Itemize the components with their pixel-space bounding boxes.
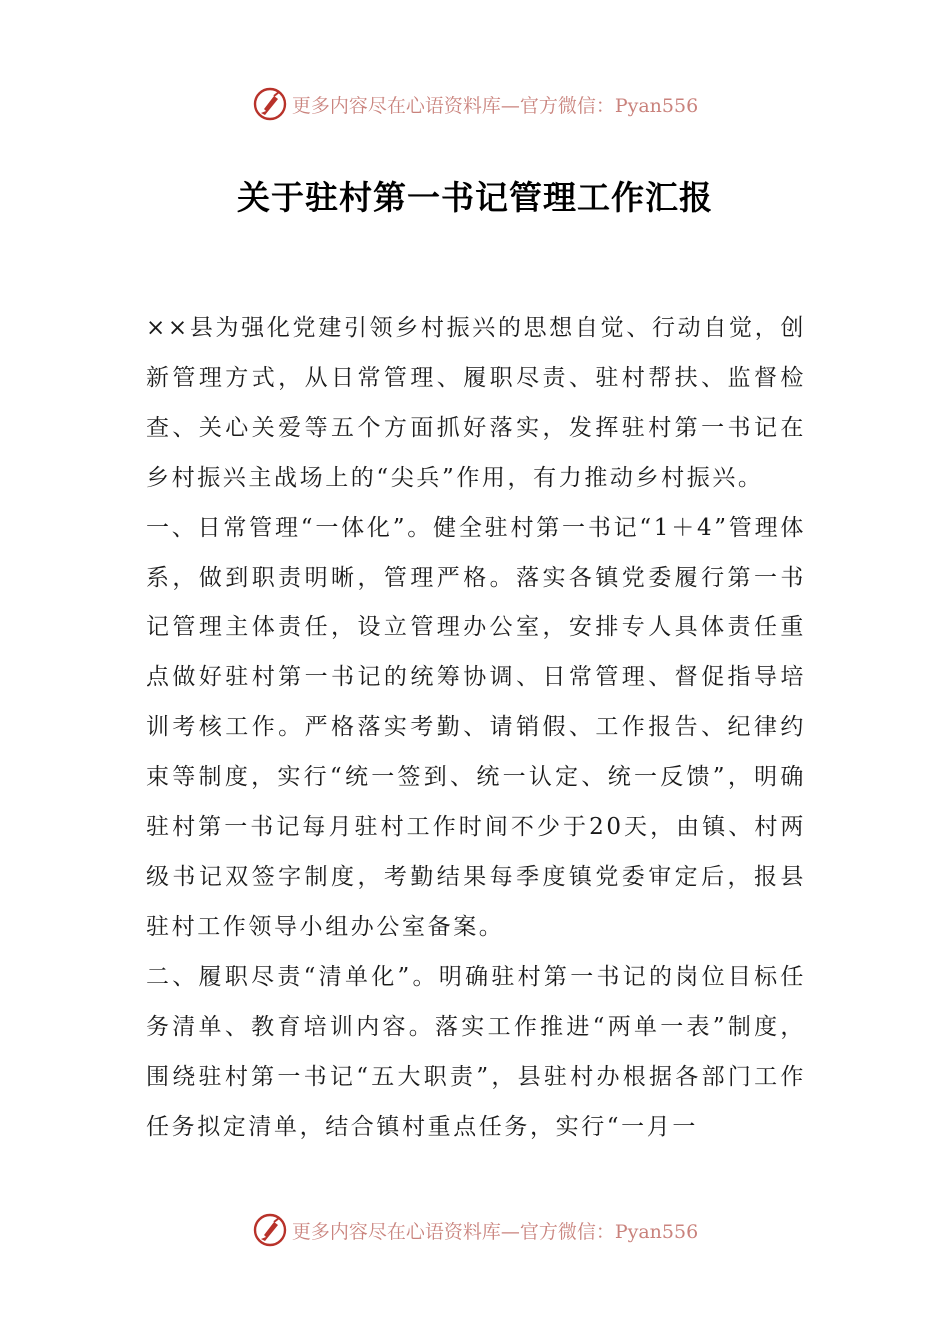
pen-nib-logo-icon (252, 86, 288, 122)
footer-watermark (0, 1210, 950, 1250)
paragraph-intro: ××县为强化党建引领乡村振兴的思想自觉、行动自觉，创新管理方式，从日常管理、履职尽责、驻村帮扶、监督检查、关心关爱等五个方面抓好落实，发挥驻村第一书记在乡村振兴主战场上的“尖兵”作用，有力推动乡村振兴。 (146, 315, 806, 491)
document-body (146, 304, 806, 1152)
watermark-text: 更多内容尽在心语资料库—官方微信：Pyan556 (291, 94, 699, 117)
paragraph-section-2: 二、履职尽责“清单化”。明确驻村第一书记的岗位目标任务清单、教育培训内容。落实工作推进“两单一表”制度，围绕驻村第一书记“五大职责”，县驻村办根据各部门工作任务拟定清单，结合镇村重点任务，实行“一月一 (146, 963, 806, 1140)
pen-nib-logo-icon (252, 1212, 288, 1248)
paragraph-section-1: 一、日常管理“一体化”。健全驻村第一书记“1＋4”管理体系，做到职责明晰，管理严格。落实各镇党委履行第一书记管理主体责任，设立管理办公室，安排专人具体责任重点做好驻村第一书记的统筹协调、日常管理、督促指导培训考核工作。严格落实考勤、请销假、工作报告、纪律约束等制度，实行“统一签到、统一认定、统一反馈”，明确驻村第一书记每月驻村工作时间不少于20天，由镇、村两级书记双签字制度，考勤结果每季度镇党委审定后，报县驻村工作领导小组办公室备案。 (146, 514, 806, 940)
watermark-text: 更多内容尽在心语资料库—官方微信：Pyan556 (291, 1220, 699, 1243)
document-title: 关于驻村第一书记管理工作汇报 (237, 178, 713, 217)
header-watermark (0, 84, 950, 124)
